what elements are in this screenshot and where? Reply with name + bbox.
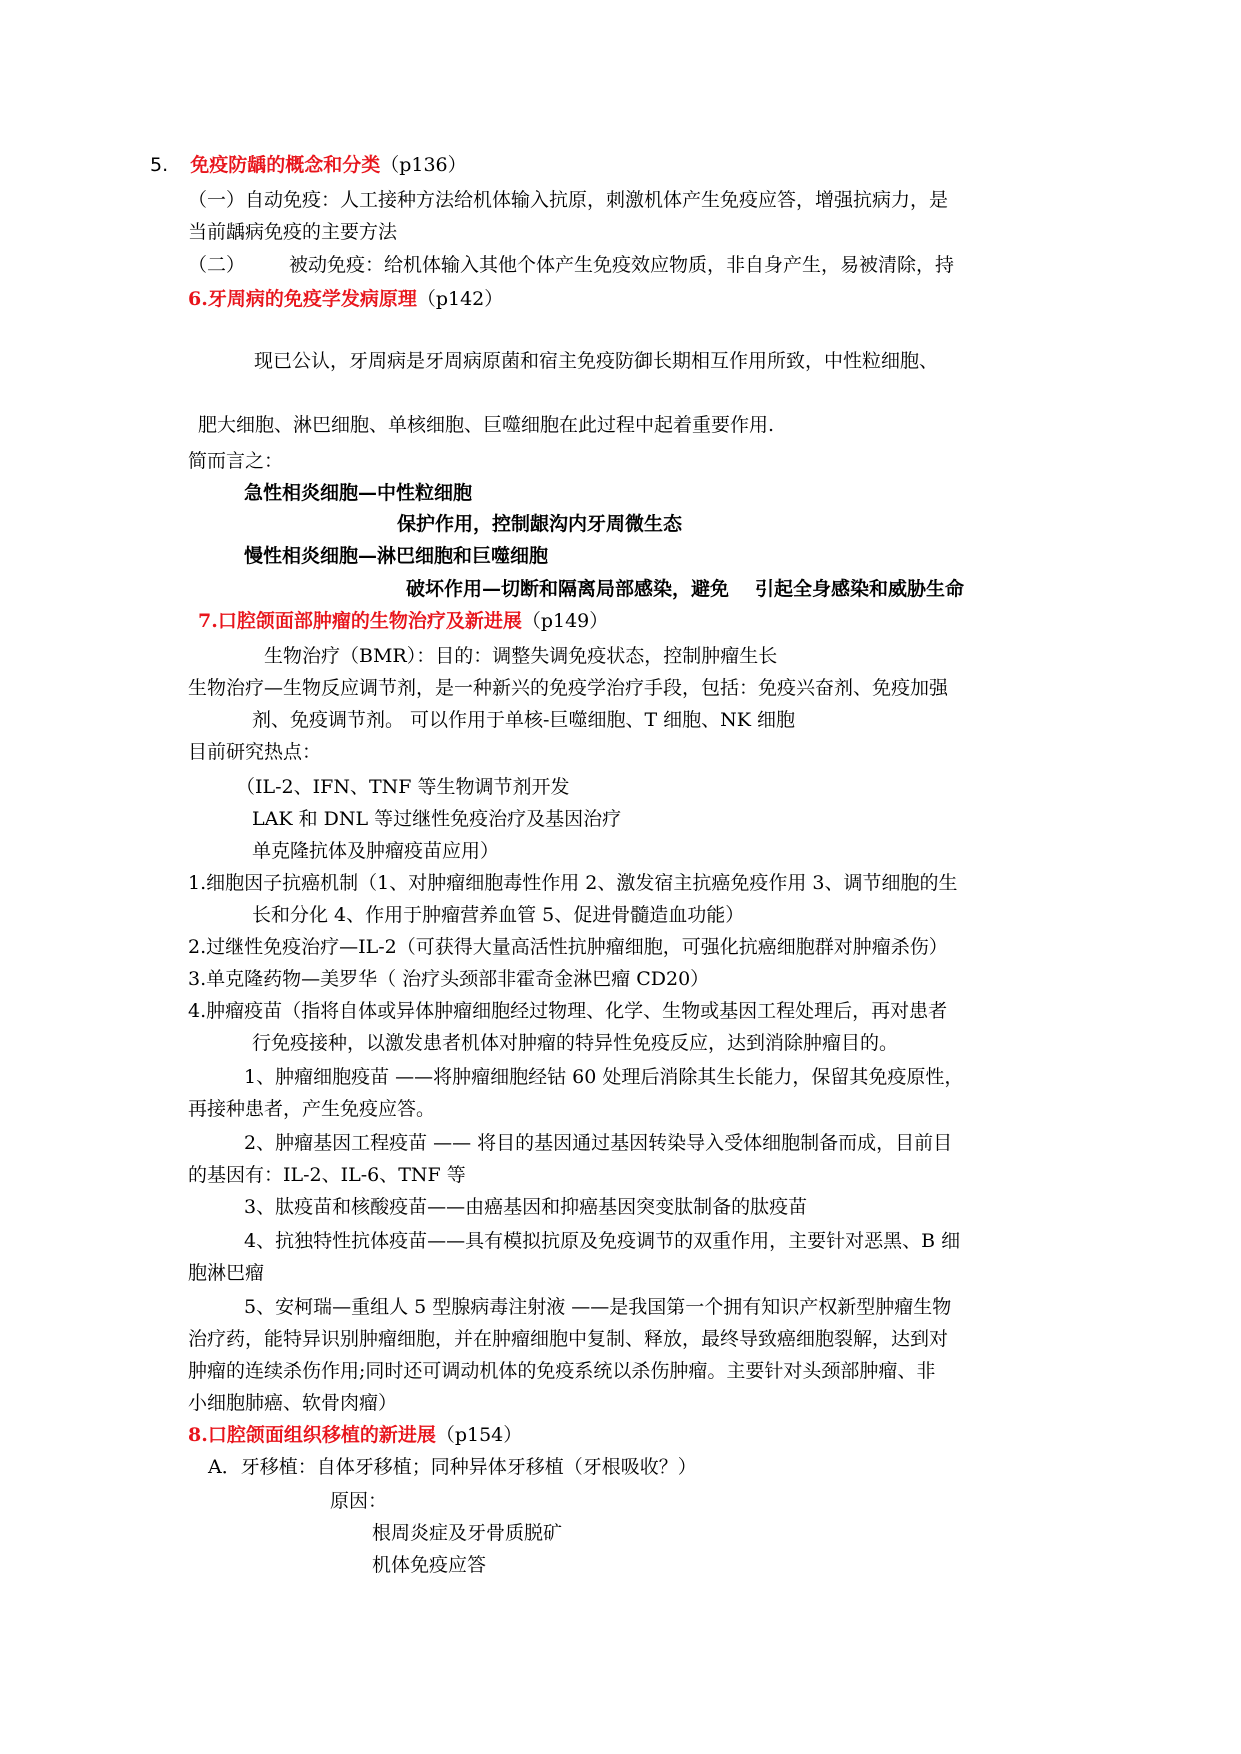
section-6-bold-1: 急性相炎细胞—中性粒细胞 [244,482,473,504]
section-7-line-19: 4、抗独特性抗体疫苗——具有模拟抗原及免疫调节的双重作用，主要针对恶黑、B 细 [244,1230,961,1252]
section-6-title: 6.牙周病的免疫学发病原理 [188,288,417,310]
section-7-line-18: 3、肽疫苗和核酸疫苗——由癌基因和抑癌基因突变肽制备的肽疫苗 [244,1196,808,1218]
section-7-line-3: 剂、免疫调节剂。 可以作用于单核-巨噬细胞、T 细胞、NK 细胞 [252,709,796,731]
section-7-page-ref: （p149） [521,610,609,632]
section-6-bold-2: 保护作用，控制龈沟内牙周微生态 [397,513,683,535]
section-6-bold-4 [406,576,964,602]
section-7-title: 7.口腔颌面部肿瘤的生物治疗及新进展 [198,610,522,632]
section-7-line-5: （IL-2、IFN、TNF 等生物调节剂开发 [236,776,570,798]
section-6-para-2: 肥大细胞、淋巴细胞、单核细胞、巨噬细胞在此过程中起着重要作用. [198,414,775,436]
section-8-heading [188,1422,522,1448]
section-6-para-1: 现已公认，牙周病是牙周病原菌和宿主免疫防御长期相互作用所致，中性粒细胞、 [254,350,939,372]
section-8-line-3: 根周炎症及牙骨质脱矿 [372,1522,563,1544]
section-7-line-24: 小细胞肺癌、软骨肉瘤） [188,1392,398,1414]
section-5-line-3-text: 被动免疫：给机体输入其他个体产生免疫效应物质，非自身产生，易被清除，持 [289,254,955,276]
section-7-line-6: LAK 和 DNL 等过继性免疫治疗及基因治疗 [252,808,622,830]
section-7-line-13: 行免疫接种，以激发患者机体对肿瘤的特异性免疫反应，达到消除肿瘤目的。 [252,1032,899,1054]
section-7-line-20: 胞淋巴瘤 [188,1262,265,1284]
section-8-line-1: A．牙移植：自体牙移植；同种异体牙移植（牙根吸收？） [208,1456,697,1478]
section-6-para-3: 简而言之： [188,450,284,472]
section-8-page-ref: （p154） [435,1424,523,1446]
section-7-line-21: 5、安柯瑞—重组人 5 型腺病毒注射液 ——是我国第一个拥有知识产权新型肿瘤生物 [244,1296,952,1318]
section-7-line-14: 1、肿瘤细胞疫苗 ——将肿瘤细胞经钴 60 处理后消除其生长能力，保留其免疫原性， [244,1066,964,1088]
section-5-heading [150,152,467,178]
section-6-bold-3: 慢性相炎细胞—淋巴细胞和巨噬细胞 [244,545,549,567]
section-7-line-1: 生物治疗（BMR）：目的：调整失调免疫状态，控制肿瘤生长 [264,645,778,667]
section-5-line-3-label: （二） [188,254,246,276]
section-7-line-22: 治疗药，能特异识别肿瘤细胞，并在肿瘤细胞中复制、释放，最终导致癌细胞裂解，达到对 [188,1328,949,1350]
section-7-line-4: 目前研究热点： [188,741,322,763]
section-7-line-11: 3.单克隆药物—美罗华（ 治疗头颈部非霍奇金淋巴瘤 CD20） [188,968,710,990]
section-6-bold-4a: 破坏作用—切断和隔离局部感染，避免 [406,578,730,600]
section-7-line-15: 再接种患者，产生免疫应答。 [188,1098,436,1120]
section-7-line-9: 长和分化 4、作用于肿瘤营养血管 5、促进骨髓造血功能） [252,904,745,926]
section-7-heading [198,608,608,634]
section-7-line-23: 肿瘤的连续杀伤作用;同时还可调动机体的免疫系统以杀伤肿瘤。主要针对头颈部肿瘤、非 [188,1360,936,1382]
section-5-page-ref: （p136） [380,154,467,176]
section-7-line-12: 4.肿瘤疫苗（指将自体或异体肿瘤细胞经过物理、化学、生物或基因工程处理后，再对患者 [188,1000,948,1022]
section-5-number: 5. [150,154,169,176]
section-7-line-16: 2、肿瘤基因工程疫苗 —— 将目的基因通过基因转染导入受体细胞制备而成，目前目 [244,1132,953,1154]
section-8-line-4: 机体免疫应答 [372,1554,487,1576]
section-6-bold-4b: 引起全身感染和威胁生命 [755,578,965,600]
section-6-heading [188,286,503,312]
section-5-line-3 [188,252,954,278]
section-8-title: 8.口腔颌面组织移植的新进展 [188,1424,436,1446]
section-7-line-7: 单克隆抗体及肿瘤疫苗应用） [252,840,500,862]
section-7-line-8: 1.细胞因子抗癌机制（1、对肿瘤细胞毒性作用 2、激发宿主抗癌免疫作用 3、调节细胞的生 [188,872,958,894]
section-6-page-ref: （p142） [416,288,504,310]
section-7-line-2: 生物治疗—生物反应调节剂，是一种新兴的免疫学治疗手段，包括：免疫兴奋剂、免疫加强 [188,677,949,699]
section-5-line-1: （一）自动免疫：人工接种方法给机体输入抗原，刺激机体产生免疫应答，增强抗病力，是 [188,189,949,211]
section-8-line-2: 原因： [330,1490,388,1512]
section-5-line-2: 当前龋病免疫的主要方法 [188,221,398,243]
section-7-line-17: 的基因有：IL-2、IL-6、TNF 等 [188,1164,466,1186]
section-5-title: 免疫防龋的概念和分类 [190,154,381,176]
section-7-line-10: 2.过继性免疫治疗—IL-2（可获得大量高活性抗肿瘤细胞，可强化抗癌细胞群对肿瘤杀伤） [188,936,948,958]
